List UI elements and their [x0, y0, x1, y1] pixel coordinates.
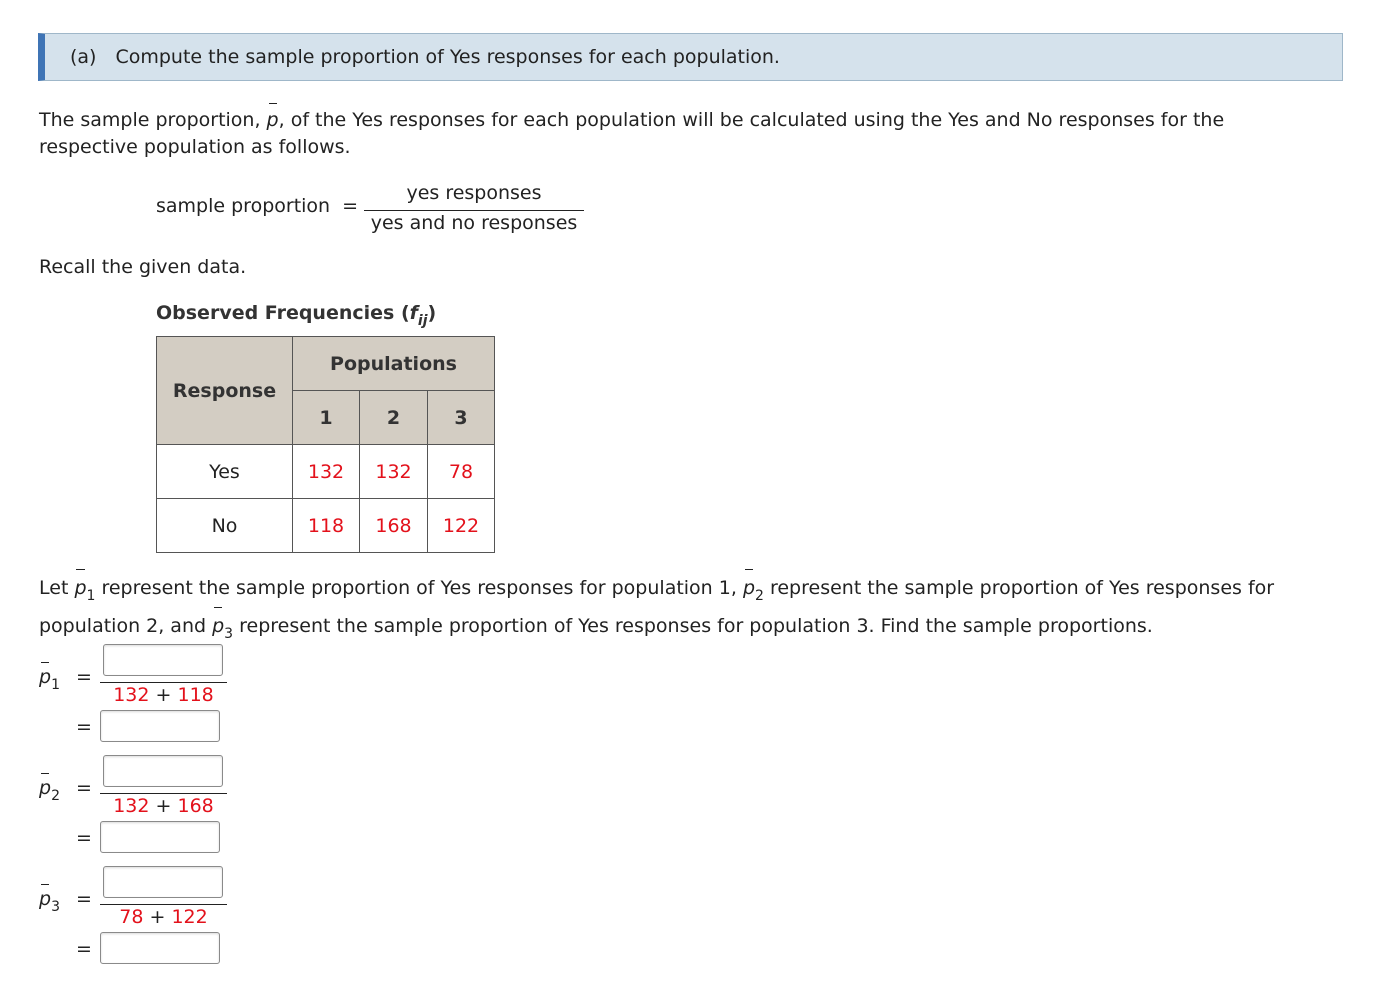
p3-sub: 3: [224, 626, 234, 642]
formula-numerator: yes responses: [406, 182, 542, 204]
intro-paragraph: [39, 107, 1329, 161]
p1-denominator: [100, 684, 227, 706]
p1-sub: 1: [86, 588, 96, 604]
let-text-2: represent the sample proportion of Yes responses for: [763, 577, 1275, 599]
formula-equals: =: [342, 195, 359, 217]
p2-denominator: [100, 795, 227, 817]
table-title-prefix: Observed Frequencies (: [156, 302, 410, 324]
observed-frequencies-table: [156, 336, 495, 553]
cell-yes-2: 132: [360, 445, 428, 499]
p1-symbol: p: [74, 573, 86, 603]
intro-line2: respective population as follows.: [39, 136, 351, 158]
formula-lhs: [156, 195, 358, 217]
row-label-no: No: [157, 499, 293, 553]
part-label: (a): [70, 46, 97, 68]
let-text-3: population 2, and: [39, 615, 213, 637]
cell-yes-1: 132: [293, 445, 360, 499]
p2-symbol: p: [743, 573, 755, 603]
p2-result-input[interactable]: [100, 821, 220, 853]
p2-equals: =: [76, 777, 92, 799]
let-text-1: represent the sample proportion of Yes responses for population 1,: [95, 577, 743, 599]
p3-symbol: p: [212, 611, 224, 641]
p3-label-symbol: p: [39, 888, 52, 910]
table-row: [157, 445, 495, 499]
formula-lhs-text: sample proportion: [156, 195, 331, 217]
p2-sub: 2: [755, 588, 764, 604]
response-header: Response: [157, 337, 293, 445]
p3-equals: =: [76, 888, 92, 910]
recall-text: Recall the given data.: [39, 256, 247, 278]
table-title-suffix: ): [427, 302, 437, 324]
let-word: Let: [39, 577, 75, 599]
intro-line1-before: The sample proportion,: [39, 109, 267, 131]
p1-label-sub: 1: [51, 677, 60, 693]
row-label-yes: Yes: [157, 445, 293, 499]
p1-label: [39, 666, 60, 693]
p3-plus: +: [149, 906, 166, 928]
p3-denom-no: 122: [171, 906, 208, 928]
p2-label-symbol: p: [39, 777, 52, 799]
intro-line1-after: , of the Yes responses for each population will be calculated using the Yes and No responses for the: [278, 109, 1225, 131]
instruction-text: Compute the sample proportion of Yes responses for each population.: [115, 46, 780, 68]
populations-header: Populations: [293, 337, 495, 391]
formula-denominator: yes and no responses: [370, 212, 578, 234]
p3-denom-yes: 78: [119, 906, 144, 928]
p3-fraction-line: [100, 904, 227, 905]
p1-equals: =: [76, 666, 92, 688]
p2-denom-yes: 132: [113, 795, 150, 817]
part-a-instruction: [70, 46, 780, 68]
p2-denom-no: 168: [177, 795, 214, 817]
table-title-sub: ij: [417, 313, 428, 329]
p1-label-symbol: p: [39, 666, 52, 688]
p1-fraction-line: [100, 682, 227, 683]
part-a-header: [38, 33, 1343, 81]
p3-result-input[interactable]: [100, 932, 220, 964]
population-col-1: 1: [293, 391, 360, 445]
cell-yes-3: 78: [428, 445, 495, 499]
p1-result-input[interactable]: [100, 710, 220, 742]
p-bar-symbol: p: [267, 107, 279, 134]
p1-denom-no: 118: [177, 684, 214, 706]
p3-result-equals: =: [76, 938, 92, 960]
table-row: [157, 499, 495, 553]
p2-fraction-line: [100, 793, 227, 794]
p2-numerator-input[interactable]: [103, 755, 223, 787]
p3-denominator: [100, 906, 227, 928]
p3-label: [39, 888, 60, 915]
p1-plus: +: [155, 684, 172, 706]
p3-numerator-input[interactable]: [103, 866, 223, 898]
p3-label-sub: 3: [51, 899, 60, 915]
cell-no-2: 168: [360, 499, 428, 553]
let-paragraph: [39, 573, 1329, 649]
cell-no-1: 118: [293, 499, 360, 553]
cell-no-3: 122: [428, 499, 495, 553]
let-text-4: represent the sample proportion of Yes responses for population 3. Find the sample proportions.: [233, 615, 1153, 637]
table-title: [156, 302, 436, 329]
p2-result-equals: =: [76, 827, 92, 849]
p1-denom-yes: 132: [113, 684, 150, 706]
p1-numerator-input[interactable]: [103, 644, 223, 676]
formula-fraction-line: [364, 210, 584, 211]
p2-label-sub: 2: [51, 788, 60, 804]
p1-result-equals: =: [76, 716, 92, 738]
p2-plus: +: [155, 795, 172, 817]
p2-label: [39, 777, 60, 804]
population-col-2: 2: [360, 391, 428, 445]
table-title-f: f: [409, 302, 418, 324]
population-col-3: 3: [428, 391, 495, 445]
